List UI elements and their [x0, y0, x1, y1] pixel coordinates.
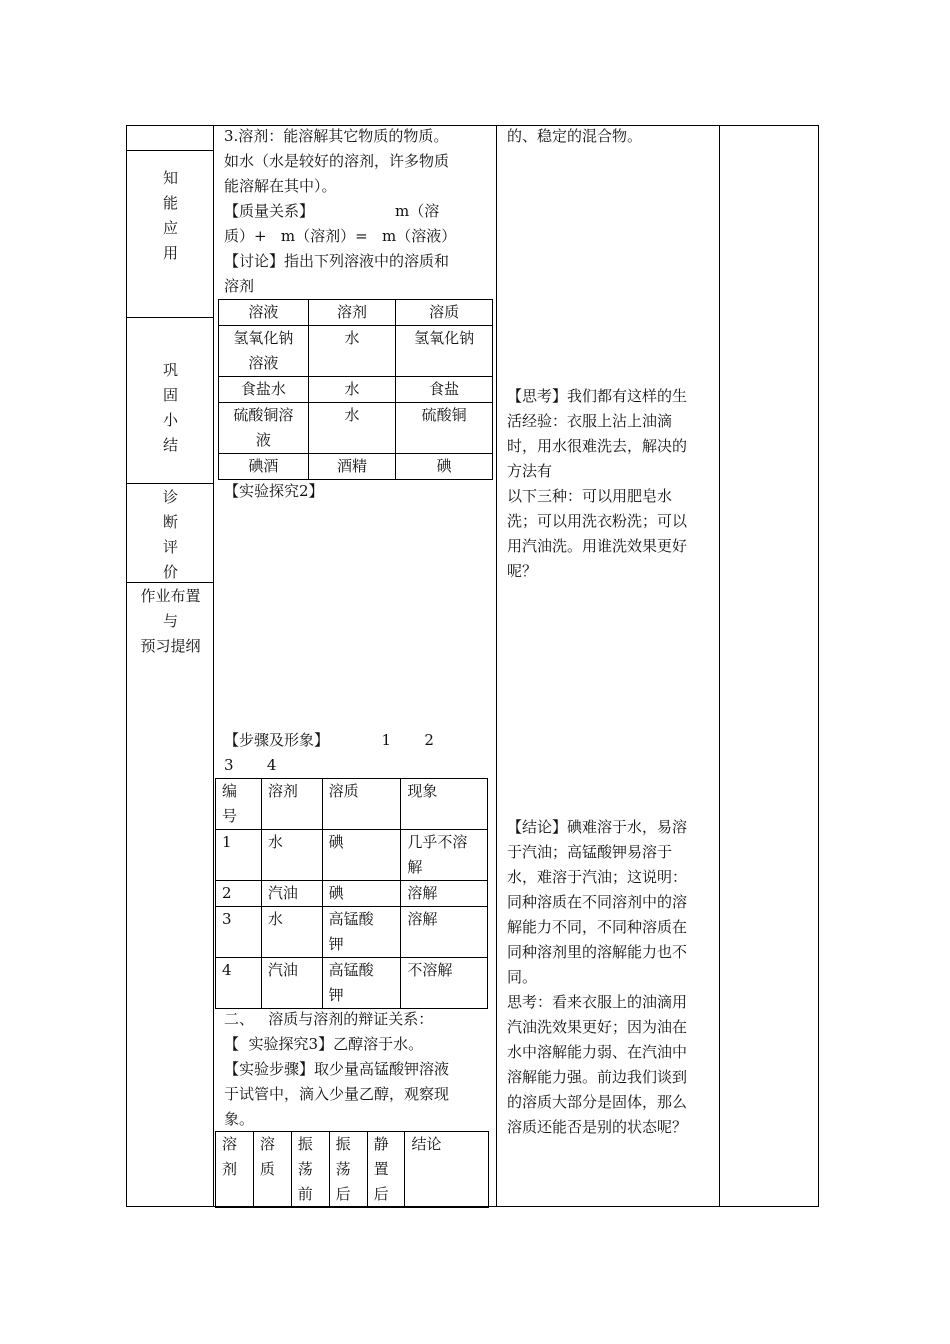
table-header-cell: 溶质 — [396, 300, 493, 326]
sidebar-char: 固 — [162, 386, 178, 404]
cell-line: 碘 — [436, 457, 452, 475]
table-cell — [322, 830, 401, 881]
steps-heading-line1: 【步骤及形象】 1 2 — [224, 731, 434, 749]
cell-line: 钾 — [328, 986, 344, 1004]
sidebar-separator-3 — [126, 483, 213, 484]
text-line: 汽油洗效果更好；因为油在 — [507, 1018, 688, 1036]
text-line: 呢？ — [507, 562, 538, 580]
sidebar-separator-1 — [126, 150, 213, 151]
sidebar-section-homework-preview — [128, 584, 213, 659]
text-line: 水中溶解能力弱、在汽油中 — [507, 1043, 688, 1061]
cell-line: 溶解 — [407, 884, 438, 902]
cell-line: 溶液 — [248, 354, 279, 372]
cell-line: 荡 — [335, 1160, 351, 1178]
cell-line: 3 — [222, 910, 232, 928]
table-cell — [261, 907, 322, 958]
table-cell — [401, 881, 488, 907]
main-intro-text — [224, 124, 456, 299]
sidebar-char: 诊 — [162, 488, 178, 506]
col-divider-2 — [496, 125, 497, 1207]
sidebar-section-diagnostic-evaluation — [128, 485, 213, 585]
table-cell — [308, 403, 396, 454]
text-line: 溶质还能否是别的状态呢？ — [507, 1118, 688, 1136]
cell-line: 溶 — [222, 1135, 238, 1153]
text-line: 以下三种：可以用肥皂水 — [507, 487, 673, 505]
col-divider-1 — [213, 125, 214, 1207]
cell-line: 几乎不溶 — [407, 833, 468, 851]
cell-line: 号 — [222, 807, 238, 825]
table-row — [219, 377, 493, 403]
text-line: 思考：看来衣服上的油滴用 — [507, 993, 688, 1011]
table-cell — [219, 403, 309, 454]
table-row — [216, 958, 488, 1009]
cell-line: 结论 — [411, 1135, 442, 1153]
table-cell — [396, 403, 493, 454]
sidebar-section-consolidation-summary — [128, 358, 213, 458]
cell-line: 静 — [373, 1135, 389, 1153]
cell-line: 酒精 — [337, 457, 368, 475]
table-header-cell — [329, 1132, 367, 1208]
sidebar-char: 巩 — [162, 361, 178, 379]
table-header-cell — [216, 1132, 254, 1208]
text-line: 溶剂 — [224, 277, 255, 295]
text-line: 【质量关系】 m（溶 — [224, 202, 440, 220]
text-line: 洗；可以用洗衣粉洗；可以 — [507, 512, 688, 530]
cell-line: 2 — [222, 884, 232, 902]
sidebar-separator-2 — [126, 317, 213, 318]
table-cell — [261, 830, 322, 881]
table-cell — [322, 881, 401, 907]
sidebar-char: 结 — [162, 436, 178, 454]
steps-heading-line2: 3 4 — [224, 756, 277, 774]
table-header-cell — [322, 779, 401, 830]
text-line: 的溶质大部分是固体，那么 — [507, 1093, 688, 1111]
cell-line: 不溶解 — [407, 961, 453, 979]
right-top-text: 的、稳定的混合物。 — [507, 127, 643, 145]
cell-line: 4 — [222, 961, 232, 979]
cell-line: 振 — [297, 1135, 313, 1153]
experiment-2-heading: 【实验探究2】 — [224, 482, 324, 500]
table-header-cell: 溶剂 — [308, 300, 396, 326]
cell-line: 水 — [344, 380, 360, 398]
cell-line: 荡 — [297, 1160, 313, 1178]
table-row — [216, 830, 488, 881]
sidebar-char: 应 — [162, 219, 178, 237]
cell-line: 溶 — [259, 1135, 275, 1153]
table-header-cell — [216, 779, 262, 830]
right-think-text — [507, 384, 687, 584]
cell-line: 水 — [267, 910, 283, 928]
main-section-2-text — [224, 1007, 449, 1132]
cell-line: 食盐 — [429, 380, 460, 398]
sidebar-char: 用 — [162, 244, 178, 262]
text-line: 能溶解在其中）。 — [224, 177, 337, 195]
col-divider-3 — [719, 125, 720, 1207]
text-line: 时，用水很难洗去，解决的 — [507, 437, 688, 455]
text-line: 3.溶剂：能溶解其它物质的物质。 — [224, 127, 449, 145]
cell-line: 解 — [407, 858, 423, 876]
cell-line: 氢氧化钠 — [233, 329, 294, 347]
table-cell — [216, 830, 262, 881]
dissolution-experiment-table — [215, 778, 488, 1009]
table-header-row — [216, 779, 488, 830]
cell-line: 食盐水 — [240, 380, 286, 398]
text-line: 质）+ m（溶剂）= m（溶液） — [224, 227, 457, 245]
cell-line: 编 — [222, 782, 238, 800]
text-line: 于试管中，滴入少量乙醇，观察现 — [224, 1085, 450, 1103]
cell-line: 碘 — [328, 833, 344, 851]
table-row — [219, 403, 493, 454]
cell-line: 溶质 — [328, 782, 359, 800]
sidebar-char: 能 — [162, 194, 178, 212]
table-header-row — [216, 1132, 489, 1208]
sidebar-char: 小 — [162, 411, 178, 429]
sidebar-section-knowledge-application — [128, 166, 213, 266]
table-cell — [396, 377, 493, 403]
cell-line: 后 — [335, 1185, 351, 1203]
table-cell — [219, 454, 309, 480]
table-cell — [401, 958, 488, 1009]
table-header-cell: 溶液 — [219, 300, 309, 326]
text-line: 解能力不同，不同种溶质在 — [507, 918, 688, 936]
solution-components-table — [218, 299, 493, 480]
table-cell — [308, 454, 396, 480]
text-line: 于汽油；高锰酸钾易溶于 — [507, 843, 673, 861]
cell-line: 剂 — [222, 1160, 238, 1178]
text-line: 如水（水是较好的溶剂，许多物质 — [224, 152, 450, 170]
cell-line: 高锰酸 — [328, 961, 374, 979]
table-header-cell — [253, 1132, 291, 1208]
table-cell — [216, 881, 262, 907]
cell-line: 水 — [267, 833, 283, 851]
table-row — [219, 326, 493, 377]
cell-line: 液 — [255, 431, 271, 449]
cell-line: 钾 — [328, 935, 344, 953]
text-line: 同。 — [507, 968, 538, 986]
ethanol-experiment-table — [215, 1131, 489, 1208]
cell-line: 质 — [259, 1160, 275, 1178]
cell-line: 置 — [373, 1160, 389, 1178]
cell-line: 溶剂 — [267, 782, 298, 800]
text-line: 象。 — [224, 1110, 255, 1128]
cell-line: 硫酸铜溶 — [233, 406, 294, 424]
table-cell — [308, 326, 396, 377]
table-row — [216, 881, 488, 907]
table-header-cell — [401, 779, 488, 830]
cell-line: 碘酒 — [248, 457, 279, 475]
sidebar-char: 知 — [162, 169, 178, 187]
sidebar-char: 评 — [162, 538, 178, 556]
sidebar-char: 断 — [162, 513, 178, 531]
table-header-cell — [405, 1132, 489, 1208]
text-line: 水，难溶于汽油；这说明： — [507, 868, 688, 886]
text-line: 【 实验探究3】乙醇溶于水。 — [224, 1035, 424, 1053]
cell-line: 后 — [373, 1185, 389, 1203]
cell-line: 硫酸铜 — [421, 406, 467, 424]
cell-line: 1 — [222, 833, 232, 851]
text-line: 二、 溶质与溶剂的辩证关系： — [224, 1010, 434, 1028]
table-cell — [401, 830, 488, 881]
table-header-cell — [367, 1132, 405, 1208]
table-header-cell — [291, 1132, 329, 1208]
cell-line: 氢氧化钠 — [414, 329, 475, 347]
cell-line: 水 — [344, 329, 360, 347]
cell-line: 振 — [335, 1135, 351, 1153]
cell-line: 前 — [297, 1185, 313, 1203]
text-line: 同种溶剂里的溶解能力也不 — [507, 943, 688, 961]
right-conclusion-text — [507, 815, 687, 1140]
table-header-cell — [261, 779, 322, 830]
sidebar-char: 价 — [162, 563, 178, 581]
text-line: 【结论】碘难溶于水，易溶 — [507, 818, 688, 836]
cell-line: 水 — [344, 406, 360, 424]
sidebar-line: 作业布置 — [140, 587, 201, 605]
text-line: 方法有 — [507, 462, 553, 480]
table-row — [216, 907, 488, 958]
text-line: 【实验步骤】取少量高锰酸钾溶液 — [224, 1060, 450, 1078]
cell-line: 溶解 — [407, 910, 438, 928]
sidebar-line: 与 — [162, 612, 178, 630]
table-cell — [401, 907, 488, 958]
table-cell — [219, 377, 309, 403]
table-cell — [396, 326, 493, 377]
table-cell — [396, 454, 493, 480]
text-line: 溶解能力强。前边我们谈到 — [507, 1068, 688, 1086]
cell-line: 现象 — [407, 782, 438, 800]
table-cell — [219, 326, 309, 377]
cell-line: 汽油 — [267, 961, 298, 979]
table-row — [219, 454, 493, 480]
table-cell — [261, 881, 322, 907]
outer-table-left-border — [126, 125, 127, 1207]
outer-table-right-border — [818, 125, 819, 1207]
table-cell — [261, 958, 322, 1009]
table-cell — [322, 958, 401, 1009]
table-cell — [308, 377, 396, 403]
text-line: 活经验：衣服上沾上油滴 — [507, 412, 673, 430]
table-cell — [322, 907, 401, 958]
cell-line: 碘 — [328, 884, 344, 902]
text-line: 【讨论】指出下列溶液中的溶质和 — [224, 252, 450, 270]
cell-line: 汽油 — [267, 884, 298, 902]
sidebar-line: 预习提纲 — [140, 637, 201, 655]
text-line: 【思考】我们都有这样的生 — [507, 387, 688, 405]
table-cell — [216, 958, 262, 1009]
table-header-row — [219, 300, 493, 326]
text-line: 用汽油洗。用谁洗效果更好 — [507, 537, 688, 555]
cell-line: 高锰酸 — [328, 910, 374, 928]
table-cell — [216, 907, 262, 958]
text-line: 同种溶质在不同溶剂中的溶 — [507, 893, 688, 911]
